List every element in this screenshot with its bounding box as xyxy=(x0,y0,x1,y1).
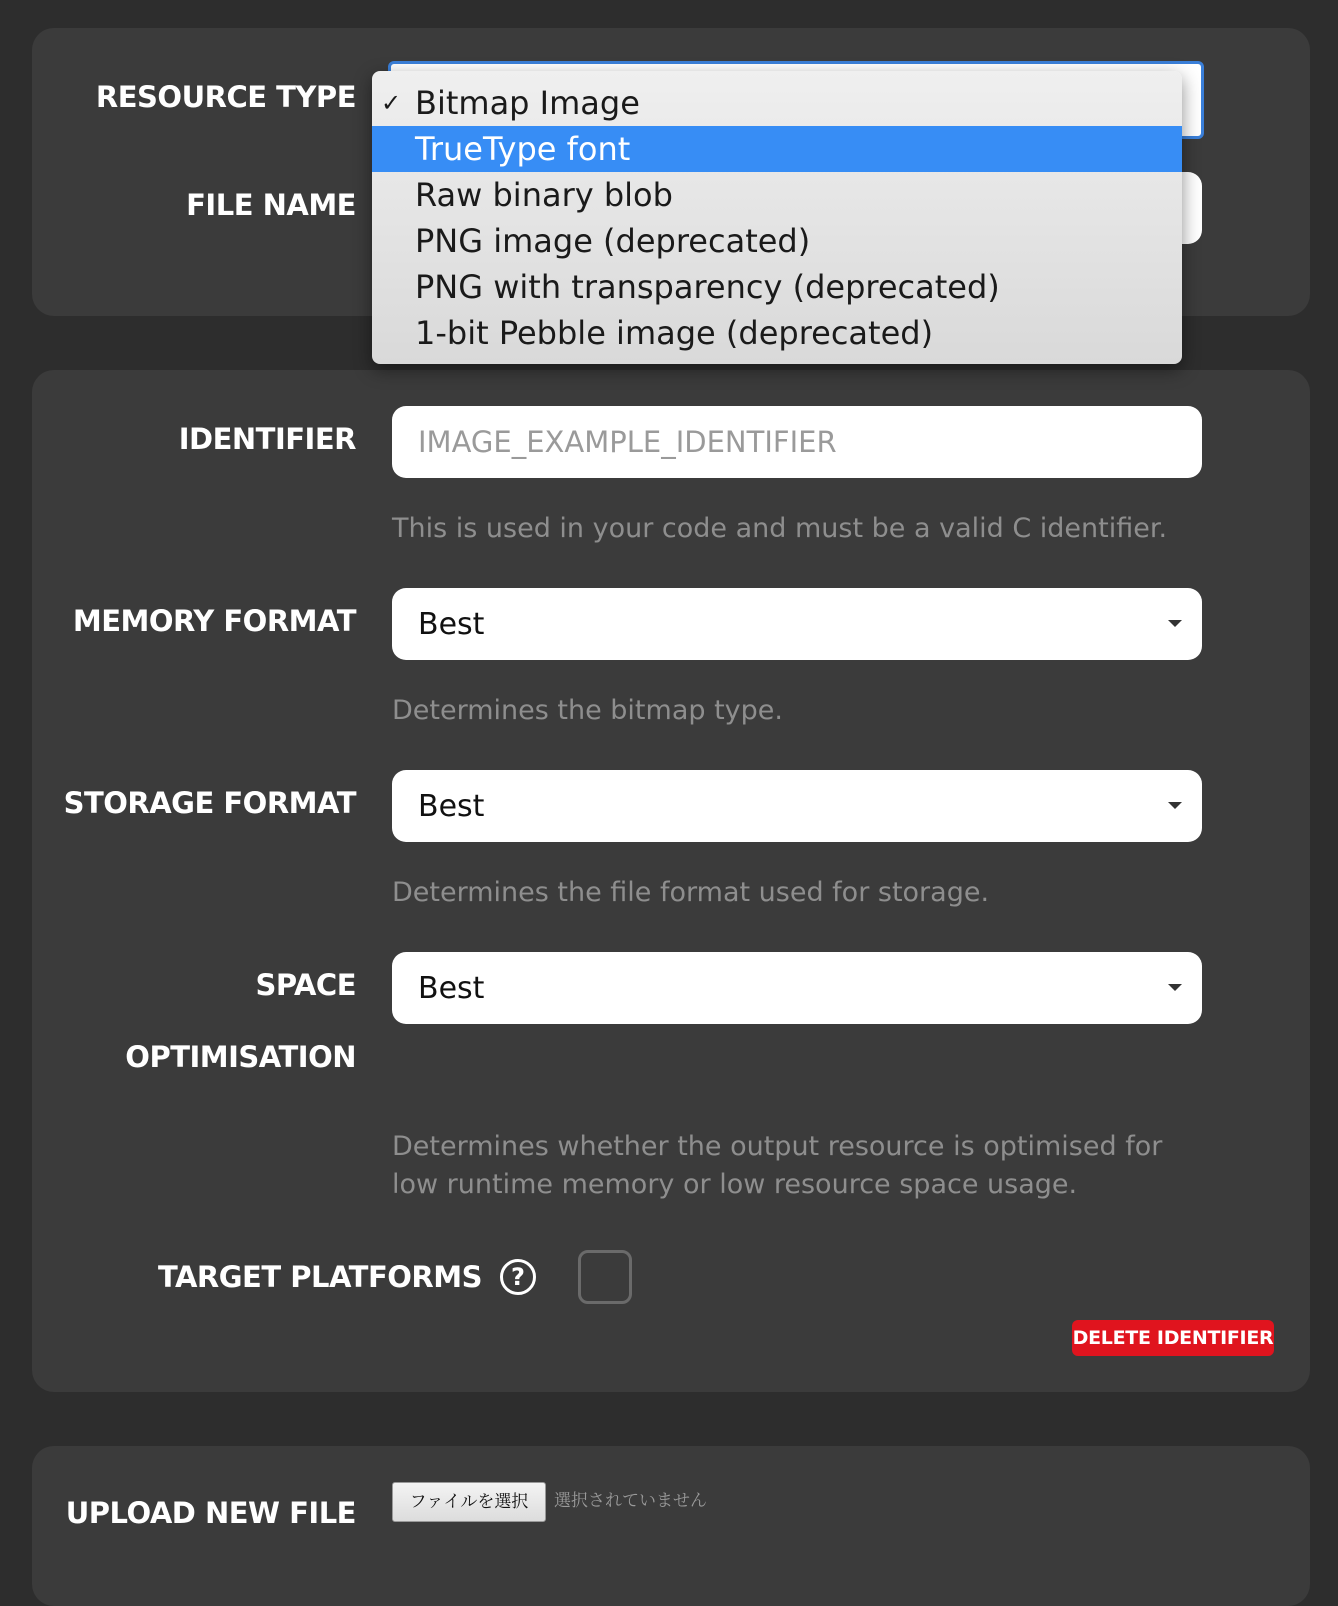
resource-type-option[interactable] xyxy=(372,126,1182,172)
target-platforms-label: TARGET PLATFORMS xyxy=(157,1260,482,1294)
chevron-down-icon xyxy=(1168,984,1182,991)
identifier-placeholder: IMAGE_EXAMPLE_IDENTIFIER xyxy=(418,425,837,459)
space-optimisation-select[interactable] xyxy=(392,952,1202,1024)
resource-type-label: RESOURCE TYPE xyxy=(95,80,356,114)
choose-file-button[interactable]: ファイルを選択 xyxy=(392,1482,546,1522)
target-platforms-checkbox[interactable] xyxy=(578,1250,632,1304)
memory-format-label: MEMORY FORMAT xyxy=(72,604,356,638)
chevron-down-icon xyxy=(1168,802,1182,809)
file-name-label: FILE NAME xyxy=(186,188,356,222)
identifier-input[interactable] xyxy=(392,406,1202,478)
storage-format-select[interactable] xyxy=(392,770,1202,842)
resource-type-option-label: 1-bit Pebble image (deprecated) xyxy=(415,314,934,352)
space-optimisation-label-line2: OPTIMISATION xyxy=(125,1040,356,1074)
storage-format-label: STORAGE FORMAT xyxy=(63,786,356,820)
memory-format-help: Determines the bitmap type. xyxy=(392,695,783,726)
help-icon[interactable]: ? xyxy=(500,1259,536,1295)
identifier-label: IDENTIFIER xyxy=(178,422,356,456)
resource-type-option[interactable] xyxy=(372,218,1182,264)
delete-identifier-button[interactable]: DELETE IDENTIFIER xyxy=(1072,1320,1274,1356)
memory-format-select[interactable] xyxy=(392,588,1202,660)
upload-new-file-label: UPLOAD NEW FILE xyxy=(65,1496,356,1530)
resource-type-option-label: Raw binary blob xyxy=(415,176,673,214)
resource-type-option[interactable] xyxy=(372,80,1182,126)
identifier-help: This is used in your code and must be a valid C identifier. xyxy=(392,513,1168,544)
resource-type-option-label: PNG with transparency (deprecated) xyxy=(415,268,1000,306)
resource-type-option-label: Bitmap Image xyxy=(415,84,640,122)
resource-type-option[interactable] xyxy=(372,310,1182,356)
resource-type-option[interactable] xyxy=(372,264,1182,310)
space-optimisation-help: Determines whether the output resource is optimised for low runtime memory or low resource space usage. xyxy=(392,1131,1163,1200)
chevron-down-icon xyxy=(1168,620,1182,627)
resource-type-option-label: TrueType font xyxy=(415,130,631,168)
memory-format-value: Best xyxy=(418,606,485,642)
resource-type-option[interactable] xyxy=(372,172,1182,218)
resource-type-dropdown-menu xyxy=(372,71,1182,364)
checkmark-icon: ✓ xyxy=(381,89,402,117)
space-optimisation-value: Best xyxy=(418,970,485,1006)
space-optimisation-label-line1: SPACE xyxy=(255,968,356,1002)
file-status-text: 選択されていません xyxy=(554,1491,707,1511)
storage-format-value: Best xyxy=(418,788,485,824)
resource-type-option-label: PNG image (deprecated) xyxy=(415,222,811,260)
storage-format-help: Determines the file format used for storage. xyxy=(392,877,990,908)
